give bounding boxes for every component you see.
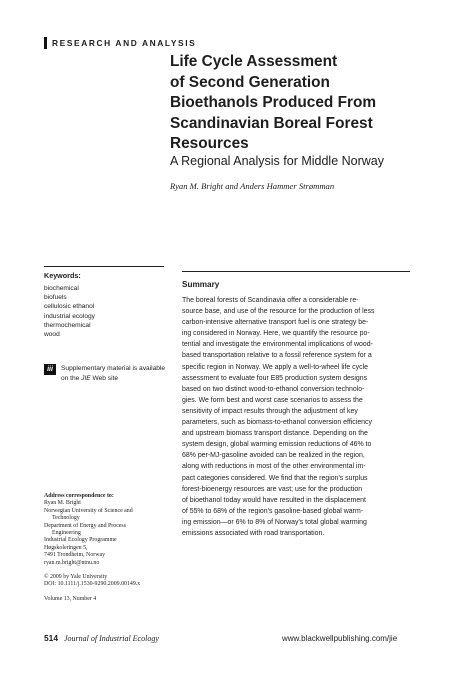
keywords-list	[44, 284, 95, 339]
address-line: Technology	[52, 515, 80, 522]
summary-line: gies. We form best and worst case scenarios to assess the	[182, 396, 363, 404]
summary-line: source base, and use of the resource for the production of less	[182, 308, 375, 316]
journal-name: Journal of Industrial Ecology	[64, 634, 159, 643]
address-line: 7491 Trondheim, Norway	[44, 552, 106, 559]
supplementary-text: on the	[61, 374, 82, 382]
summary-line: pact categories considered. We find that the region's surplus	[182, 474, 368, 482]
authors: Ryan M. Bright and Anders Hammer Strømman	[170, 181, 335, 191]
page-number: 514	[44, 633, 58, 643]
article-title	[170, 52, 460, 155]
section-label: RESEARCH AND ANALYSIS	[52, 38, 197, 48]
email-link[interactable]: ryan.m.bright@ntnu.no	[44, 559, 100, 566]
summary-line: of 55% to 68% of the region's gasoline-based global warm-	[182, 507, 364, 515]
volume-info: Volume 13, Number 4	[44, 595, 97, 602]
summary-line: assessment to evaluate four E85 production system designs	[182, 374, 368, 382]
summary-line: based on two distinct wood-to-ethanol conversion technolo-	[182, 385, 365, 393]
title-line: Resources	[170, 135, 249, 153]
summary-line: system design, global warming emission reductions of 46% to	[182, 441, 372, 449]
keyword-item: wood	[44, 331, 60, 339]
address-heading: Address correspondence to:	[44, 493, 114, 499]
keywords-divider	[44, 266, 164, 267]
summary-heading: Summary	[182, 280, 220, 289]
supplementary-line	[61, 374, 161, 384]
summary-line: 68% per-MJ-gasoline avoided can be realized in the region,	[182, 452, 365, 460]
supplementary-text: Web site	[90, 374, 119, 382]
address-line: Department of Energy and Process	[44, 522, 127, 529]
keywords-heading: Keywords:	[44, 271, 81, 280]
summary-line: of bioethanol today would have resulted in the displacement	[182, 496, 366, 504]
title-line: of Second Generation	[170, 73, 330, 91]
summary-line: specific region in Norway. We apply a well-to-wheel life cycle	[182, 363, 368, 371]
section-marker	[44, 37, 47, 49]
summary-line: tential and investigate the environmental implications of wood-	[182, 341, 373, 349]
copyright: © 2009 by Yale University	[44, 574, 108, 581]
summary-line: ing considered in Norway. Here, we quantify the resource po-	[182, 330, 370, 338]
keyword-item: cellulosic ethanol	[44, 303, 95, 311]
summary-line: parameters, such as biomass-to-ethanol conversion efficiency	[182, 419, 372, 427]
correspondence-address	[44, 493, 164, 603]
address-line: Norwegian University of Science and	[44, 507, 133, 514]
summary-line: along with reductions in most of the other environmental im-	[182, 463, 366, 471]
summary-line: The boreal forests of Scandinavia offer a considerable re-	[182, 297, 359, 304]
journal-abbrev: JIE	[81, 374, 91, 382]
keyword-item: biochemical	[44, 285, 79, 292]
title-line: Bioethanols Produced From	[170, 94, 377, 112]
supplementary-line: Supplementary material is available	[61, 365, 166, 372]
address-line: Engineering	[52, 530, 81, 537]
address-line: Industrial Ecology Programme	[44, 537, 117, 544]
keyword-item: industrial ecology	[44, 312, 95, 320]
doi-link[interactable]: DOI: 10.1111/j.1530-9290.2009.00149.x	[44, 581, 141, 588]
journal-url[interactable]: www.blackwellpublishing.com/jie	[282, 634, 398, 643]
summary-divider	[182, 271, 410, 272]
summary-text	[182, 295, 410, 539]
address-line: Høgskoleringen 5,	[44, 544, 88, 551]
summary-line: sensitivity of impact results through the adjustment of key	[182, 407, 358, 415]
summary-line: and upstream biomass transport distance. Depending on the	[182, 430, 368, 438]
title-line: Life Cycle Assessment	[170, 53, 338, 70]
keyword-item: biofuels	[44, 294, 67, 302]
keyword-item: thermochemical	[44, 321, 91, 329]
supplementary-note	[61, 364, 166, 384]
address-line: Ryan M. Bright	[44, 500, 81, 507]
summary-line: ing emission—or 6% to 8% of Norway's total global warming	[182, 518, 367, 526]
title-line: Scandinavian Boreal Forest	[170, 114, 373, 132]
summary-line: based transportation relative to a fossil reference system for a	[182, 352, 372, 360]
summary-line: forest-bioenergy resources are vast; use for the production	[182, 485, 363, 493]
article-subtitle: A Regional Analysis for Middle Norway	[170, 154, 384, 168]
summary-line: carbon-intensive alternative transport fuel is one strategy be-	[182, 319, 369, 327]
summary-line: emissions associated with road transportation.	[182, 529, 325, 537]
supplementary-icon: iii	[44, 364, 56, 375]
